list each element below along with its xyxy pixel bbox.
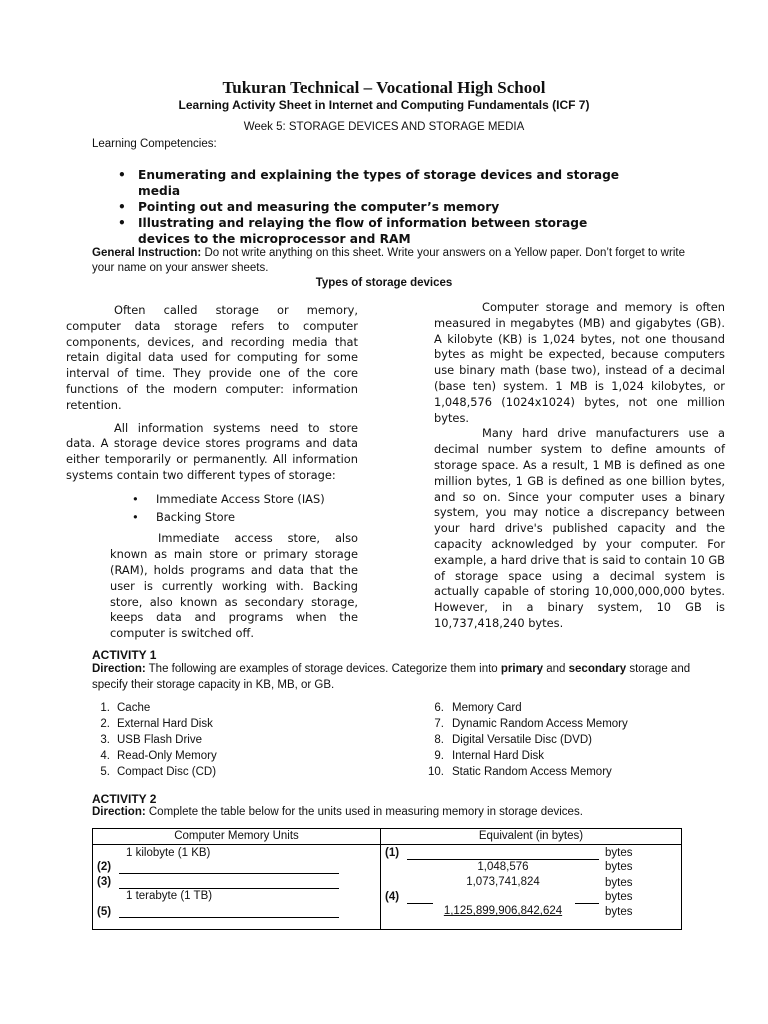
activity2-direction-text: Complete the table below for the units used in measuring memory in storage devices. xyxy=(145,806,583,818)
secondary-label: secondary xyxy=(568,663,627,675)
table-header-units: Computer Memory Units xyxy=(174,830,299,842)
bytes-unit: bytes xyxy=(605,847,633,859)
storage-type-item: • Backing Store xyxy=(132,510,358,526)
competency-item: • Illustrating and relaying the flow of information between storage devices to the microprocessor and RAM xyxy=(118,215,638,247)
table-header-equivalent: Equivalent (in bytes) xyxy=(478,830,584,842)
list-item: 4. Read-Only Memory xyxy=(100,750,217,762)
activity2-title: ACTIVITY 2 xyxy=(92,792,157,806)
competency-item: • Pointing out and measuring the computer’s memory xyxy=(118,199,638,215)
answer-blank-2[interactable] xyxy=(119,873,339,874)
list-item: 8. Digital Versatile Disc (DVD) xyxy=(434,734,592,746)
competency-item: • Enumerating and explaining the types of storage devices and storage media xyxy=(118,167,638,199)
unit-terabyte: 1 terabyte (1 TB) xyxy=(126,890,213,902)
and-text: and xyxy=(543,663,569,675)
activity1-direction xyxy=(92,662,692,693)
table-header-rule xyxy=(93,844,681,845)
left-paragraph-2: All information systems need to store data. A storage device stores programs and data either temporarily or permanently. All information systems contain two different types of storage: xyxy=(66,420,358,482)
types-heading: Types of storage devices xyxy=(315,277,453,289)
bytes-unit: bytes xyxy=(605,906,633,918)
blank-label-2: (2) xyxy=(97,861,112,873)
bytes-unit: bytes xyxy=(605,861,633,873)
activity1-direction-text-2: storage and specify their storage capacity in KB, MB, or GB. xyxy=(92,663,691,691)
general-instruction xyxy=(92,246,692,275)
activity2-direction xyxy=(92,806,692,818)
activity2-direction-label: Direction: xyxy=(92,806,146,818)
left-column xyxy=(66,303,358,641)
competencies-list xyxy=(118,167,638,247)
right-paragraph-1: Computer storage and memory is often measured in megabytes (MB) and gigabytes (GB). A kilobyte (KB) is 1,024 bytes, not one thousand bytes as might be expected, because computers use binary math (base two), instead of a decimal (base ten) system. 1 MB is 1,024 kilobytes, or 1,048,576 (1024x1024) bytes, not one million bytes. xyxy=(434,300,725,425)
value-petabyte: 1,125,899,906,842,624 xyxy=(443,905,563,917)
value-gigabyte: 1,073,741,824 xyxy=(466,876,540,888)
value-megabyte: 1,048,576 xyxy=(477,861,529,873)
list-item: 3. USB Flash Drive xyxy=(100,734,202,746)
sheet-title: Learning Activity Sheet in Internet and Computing Fundamentals (ICF 7) xyxy=(178,98,590,112)
list-item: 10. Static Random Access Memory xyxy=(428,766,612,778)
storage-types-list xyxy=(132,492,358,526)
devices-list-right xyxy=(424,700,724,780)
blank-label-4: (4) xyxy=(385,891,400,903)
devices-list-left xyxy=(92,700,392,780)
general-instruction-label: General Instruction: xyxy=(92,247,202,259)
activity1-direction-text: The following are examples of storage devices. Categorize them into xyxy=(145,663,501,675)
left-paragraph-1: Often called storage or memory, computer data storage refers to computer components, devices, and recording media that retain digital data used for computing for some interval of time. They provide one of the core functions of the modern computer: information retention. xyxy=(66,303,358,412)
list-item: 7. Dynamic Random Access Memory xyxy=(434,718,628,730)
blank-label-5: (5) xyxy=(97,906,112,918)
memory-units-table xyxy=(92,828,682,930)
bytes-unit: bytes xyxy=(605,877,633,889)
list-item: 6. Memory Card xyxy=(434,702,522,714)
competencies-label: Learning Competencies: xyxy=(92,138,217,150)
blank-label-3: (3) xyxy=(97,876,112,888)
unit-kilobyte: 1 kilobyte (1 KB) xyxy=(126,847,211,859)
bytes-unit: bytes xyxy=(605,891,633,903)
list-item: 2. External Hard Disk xyxy=(100,718,213,730)
list-item: 1. Cache xyxy=(100,702,151,714)
list-item: 5. Compact Disc (CD) xyxy=(100,766,217,778)
primary-label: primary xyxy=(500,663,544,675)
general-instruction-text: Do not write anything on this sheet. Write your answers on a Yellow paper. Don’t forget to write your name on your answer sheets. xyxy=(92,247,685,274)
activity1-title: ACTIVITY 1 xyxy=(92,648,157,662)
left-paragraph-3: Immediate access store, also known as main store or primary storage (RAM), holds programs and data that the user is currently working with. Backing store, also known as secondary storage, keeps data and programs when the computer is switched off. xyxy=(110,531,358,641)
right-paragraph-2: Many hard drive manufacturers use a decimal number system to define amounts of storage space. As a result, 1 MB is defined as one million bytes, 1 GB is defined as one billion bytes, and so on. Since your computer uses a binary system, you may notice a discrepancy between your hard drive's published capacity and the capacity acknowledged by your computer. For example, a hard drive that is said to contain 10 GB of storage space using a decimal system is actually capable of storing 10,000,000,000 bytes. However, in a binary system, 10 GB is 10,737,418,240 bytes. xyxy=(434,426,725,630)
list-item: 9. Internal Hard Disk xyxy=(434,750,545,762)
storage-type-item: • Immediate Access Store (IAS) xyxy=(132,492,358,508)
week-title: Week 5: STORAGE DEVICES AND STORAGE MEDIA xyxy=(243,121,525,133)
blank-label-1: (1) xyxy=(385,847,400,859)
answer-blank-5[interactable] xyxy=(119,917,339,918)
right-column xyxy=(434,300,725,630)
school-title: Tukuran Technical – Vocational High School xyxy=(222,78,546,97)
activity1-direction-label: Direction: xyxy=(92,663,146,675)
